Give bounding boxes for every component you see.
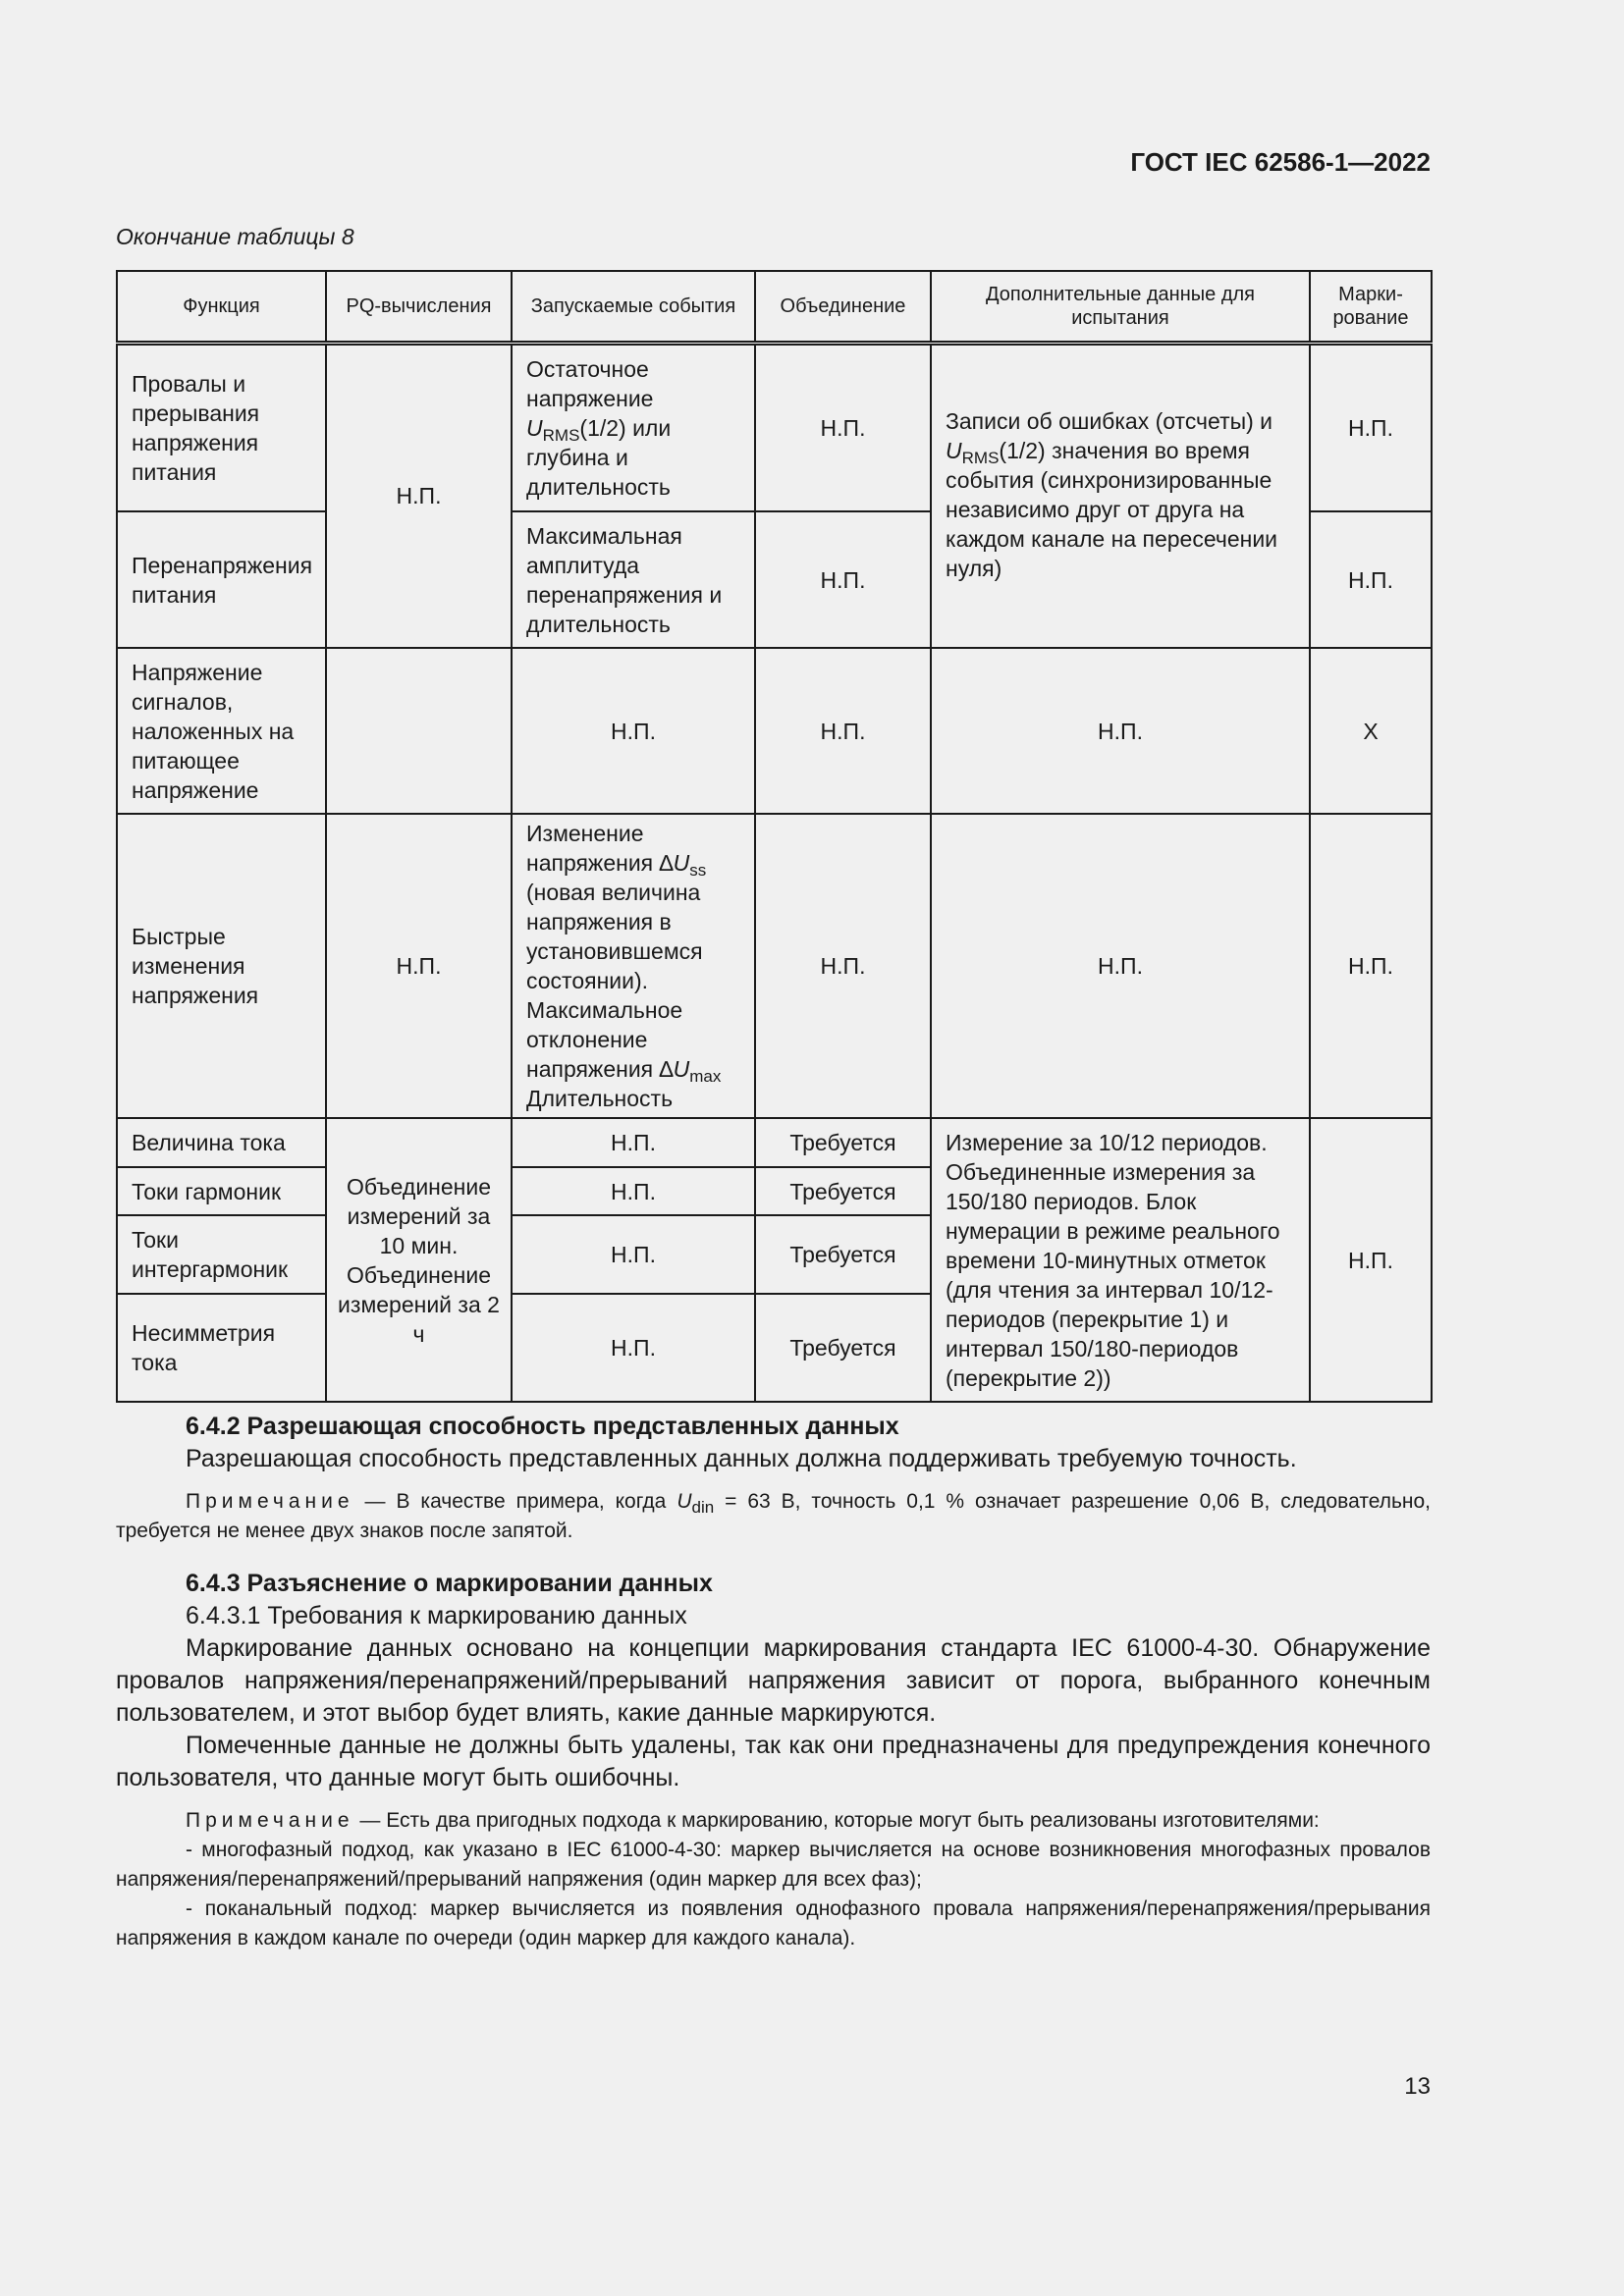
- document-code: ГОСТ IEC 62586-1—2022: [1130, 147, 1431, 177]
- note-list-item: - поканальный подход: маркер вычисляется из появления однофазного провала напряжения/перенапряжения/прерывания напряжения в каждом канале по очереди (один маркер для каждого канала).: [116, 1897, 1431, 1949]
- cell-function: Величина тока: [117, 1118, 326, 1167]
- cell-events: Н.П.: [512, 1294, 755, 1402]
- paragraph: Разрешающая способность представленных данных должна поддерживать требуемую точность.: [186, 1445, 1297, 1472]
- paragraph: Маркирование данных основано на концепции маркирования стандарта IEC 61000-4-30. Обнаружение провалов напряжения/перенапряжений/прерываний напряжения зависит от порога, выбранного конечным пользователем, и этот выбор будет влиять, какие данные маркируются.: [116, 1634, 1431, 1727]
- section-heading: 6.4.3 Разъяснение о маркировании данных: [186, 1570, 713, 1597]
- subsection-heading: 6.4.3.1 Требования к маркированию данных: [186, 1602, 687, 1629]
- cell-marking: Н.П.: [1310, 343, 1432, 511]
- cell-marking: X: [1310, 648, 1432, 814]
- cell-pq: Н.П.: [326, 814, 512, 1118]
- col-header-pq: PQ-вычисления: [326, 271, 512, 343]
- cell-aggregation: Н.П.: [755, 511, 931, 648]
- cell-function: Быстрые изменения напряжения: [117, 814, 326, 1118]
- cell-extra: Н.П.: [931, 648, 1310, 814]
- note-list-item: - многофазный подход, как указано в IEC 61000-4-30: маркер вычисляется на основе возникновения многофазных провалов напряжения/перенапряжений/прерываний напряжения (один маркер для всех фаз);: [116, 1839, 1431, 1891]
- cell-pq: Н.П.: [326, 343, 512, 648]
- table-row: [117, 1118, 1432, 1167]
- cell-extra: Измерение за 10/12 периодов. Объединенные измерения за 150/180 периодов. Блок нумерации в режиме реального времени 10-минутных отметок (для чтения за интервал 10/12-периодов (перекрытие 1) и интервал 150/180-периодов (перекрытие 2)): [931, 1118, 1310, 1402]
- cell-events: Н.П.: [512, 648, 755, 814]
- table-caption: Окончание таблицы 8: [116, 224, 354, 249]
- cell-extra: Н.П.: [931, 814, 1310, 1118]
- cell-function: Провалы и прерывания напряжения питания: [117, 343, 326, 511]
- table-row: [117, 343, 1432, 511]
- cell-marking: Н.П.: [1310, 1118, 1432, 1402]
- cell-function: Токи интергармоник: [117, 1215, 326, 1294]
- cell-aggregation: Требуется: [755, 1118, 931, 1167]
- cell-events: Остаточное напряжение $U_{RMS}(1/2)$ или глубина и длительность: [512, 343, 755, 511]
- cell-events: Изменение напряжения $\Delta U_{ss}$ (новая величина напряжения в установившемся состоянии). Максимальное отклонение напряжения $\Delta U_{max}$ Длительность: [512, 814, 755, 1118]
- cell-events: Максимальная амплитуда перенапряжения и длительность: [512, 511, 755, 648]
- col-header-events: Запускаемые события: [512, 271, 755, 343]
- section-6-4-2: [116, 1411, 1431, 1546]
- cell-aggregation: Н.П.: [755, 814, 931, 1118]
- note: Примечание — Есть два пригодных подхода к маркированию, которые могут быть реализованы изготовителями:: [186, 1809, 1320, 1832]
- cell-events: Н.П.: [512, 1215, 755, 1294]
- section-heading: 6.4.2 Разрешающая способность представленных данных: [186, 1413, 899, 1440]
- cell-aggregation: Н.П.: [755, 343, 931, 511]
- cell-aggregation: Н.П.: [755, 648, 931, 814]
- cell-aggregation: Требуется: [755, 1167, 931, 1215]
- page-number: 13: [1404, 2073, 1431, 2100]
- cell-events: Н.П.: [512, 1167, 755, 1215]
- cell-function: Токи гармоник: [117, 1167, 326, 1215]
- cell-aggregation: Требуется: [755, 1215, 931, 1294]
- table-row: [117, 648, 1432, 814]
- cell-extra: Записи об ошибках (отсчеты) и $U_{RMS}(1/2)$ значения во время события (синхронизированные независимо друг от друга на каждом канале на пересечении нуля): [931, 343, 1310, 648]
- note: Примечание — В качестве примера, когда $U_{din} = 63$ В, точность 0,1 % означает разрешение 0,06 В, следовательно, требуется не менее двух знаков после запятой.: [116, 1490, 1431, 1542]
- col-header-extra: Дополнительные данные для испытания: [931, 271, 1310, 343]
- table-8: [116, 270, 1433, 1403]
- table-header-row: [117, 271, 1432, 343]
- cell-function: Перенапряжения питания: [117, 511, 326, 648]
- cell-events: Н.П.: [512, 1118, 755, 1167]
- cell-function: Напряжение сигналов, наложенных на питающее напряжение: [117, 648, 326, 814]
- cell-pq: Объединение измерений за 10 мин. Объединение измерений за 2 ч: [326, 1118, 512, 1402]
- col-header-function: Функция: [117, 271, 326, 343]
- section-6-4-3: [116, 1568, 1431, 1953]
- cell-function: Несимметрия тока: [117, 1294, 326, 1402]
- table-row: [117, 814, 1432, 1118]
- cell-marking: Н.П.: [1310, 511, 1432, 648]
- cell-pq: [326, 648, 512, 814]
- cell-aggregation: Требуется: [755, 1294, 931, 1402]
- col-header-aggregation: Объединение: [755, 271, 931, 343]
- cell-marking: Н.П.: [1310, 814, 1432, 1118]
- paragraph: Помеченные данные не должны быть удалены, так как они предназначены для предупреждения конечного пользователя, что данные могут быть ошибочны.: [116, 1732, 1431, 1791]
- col-header-marking: Марки-рование: [1310, 271, 1432, 343]
